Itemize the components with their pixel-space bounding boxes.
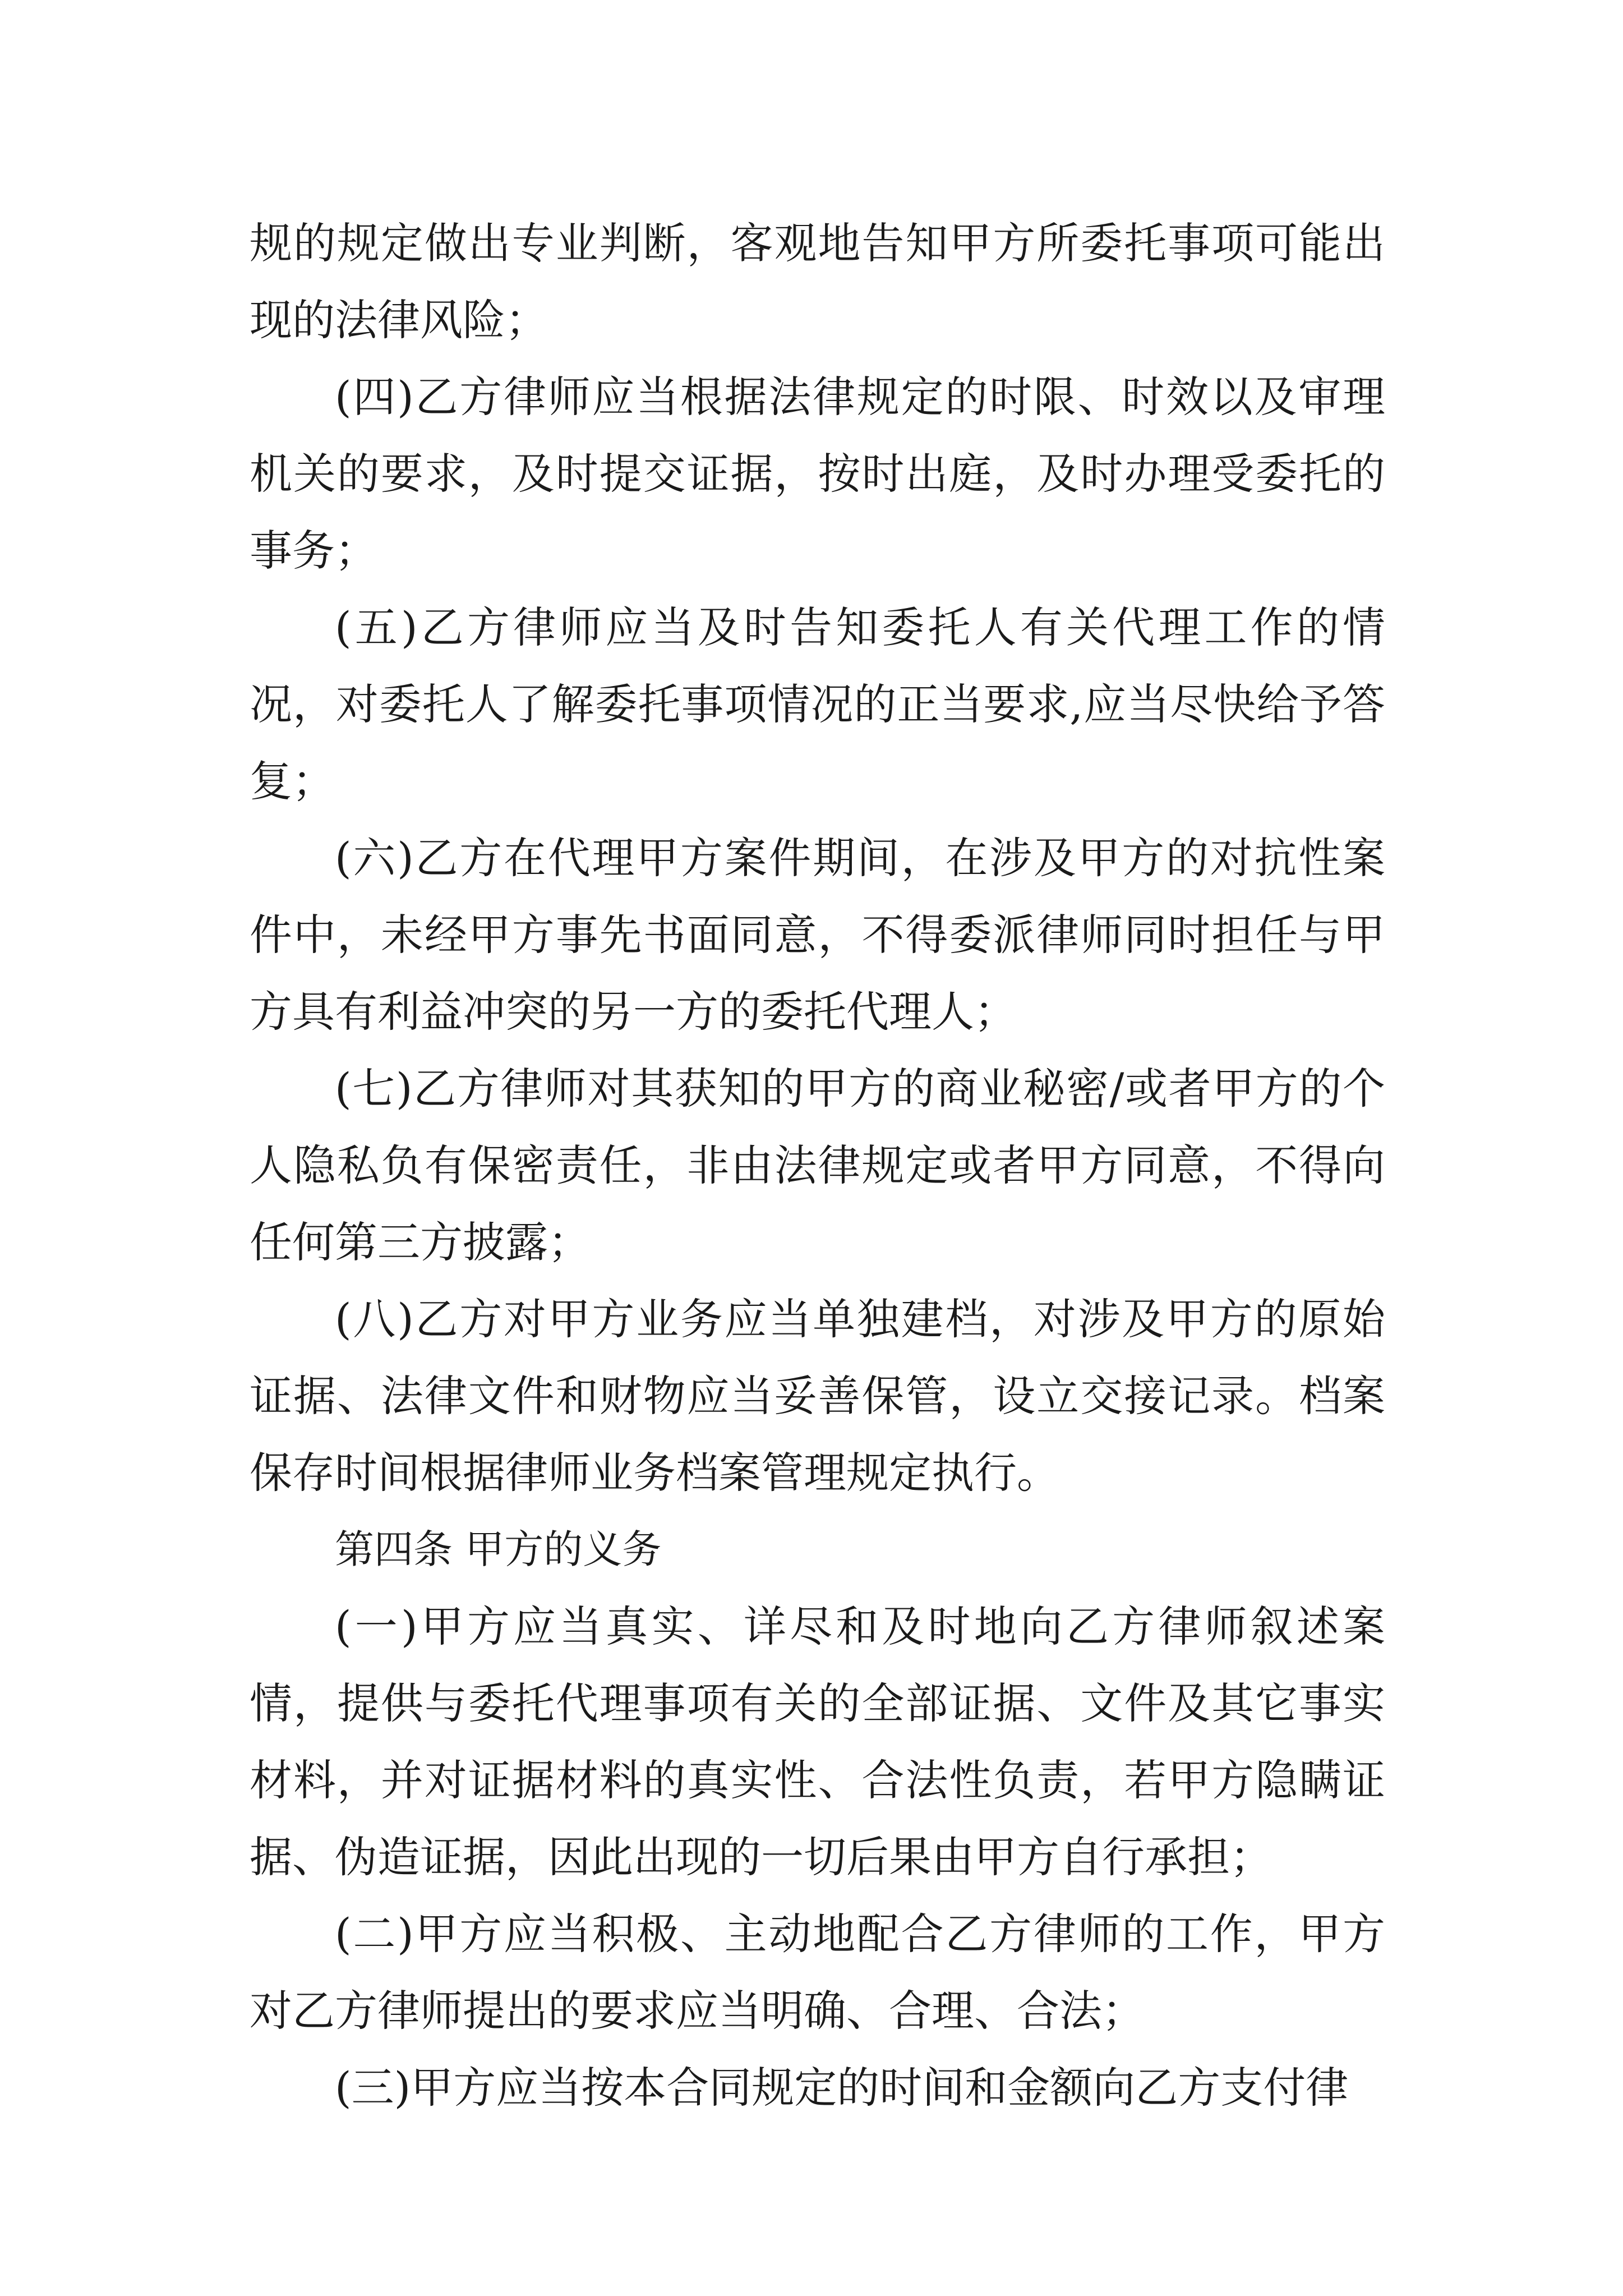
clause-8: (八)乙方对甲方业务应当单独建档，对涉及甲方的原始证据、法律文件和财物应当妥善保管，设立交接记录。档案保存时间根据律师业务档案管理规定执行。 bbox=[250, 1294, 1385, 1498]
party-a-clause-3: (三)甲方应当按本合同规定的时间和金额向乙方支付律 bbox=[335, 2063, 1349, 2113]
clause-7: (七)乙方律师对其获知的甲方的商业秘密/或者甲方的个人隐私负有保密责任，非由法律规定或者甲方同意，不得向任何第三方披露； bbox=[250, 1064, 1385, 1267]
party-a-clause-2: (二)甲方应当积极、主动地配合乙方律师的工作，甲方对乙方律师提出的要求应当明确、合理、合法； bbox=[250, 1909, 1385, 2036]
clause-4: (四)乙方律师应当根据法律规定的时限、时效以及审理机关的要求，及时提交证据，按时出庭，及时办理受委托的事务； bbox=[250, 372, 1385, 576]
contract-body bbox=[250, 205, 1385, 2126]
paragraph-continuation: 规的规定做出专业判断，客观地告知甲方所委托事项可能出现的法律风险； bbox=[250, 218, 1385, 345]
clause-6: (六)乙方在代理甲方案件期间，在涉及甲方的对抗性案件中，未经甲方事先书面同意，不得委派律师同时担任与甲方具有利益冲突的另一方的委托代理人； bbox=[250, 833, 1385, 1037]
clause-5: (五)乙方律师应当及时告知委托人有关代理工作的情况，对委托人了解委托事项情况的正当要求,应当尽快给予答复； bbox=[250, 602, 1385, 806]
party-a-clause-1: (一)甲方应当真实、详尽和及时地向乙方律师叙述案情，提供与委托代理事项有关的全部证据、文件及其它事实材料，并对证据材料的真实性、合法性负责，若甲方隐瞒证据、伪造证据，因此出现的一切后果由甲方自行承担； bbox=[250, 1602, 1385, 1882]
article-4-heading: 第四条 甲方的义务 bbox=[335, 1526, 662, 1572]
